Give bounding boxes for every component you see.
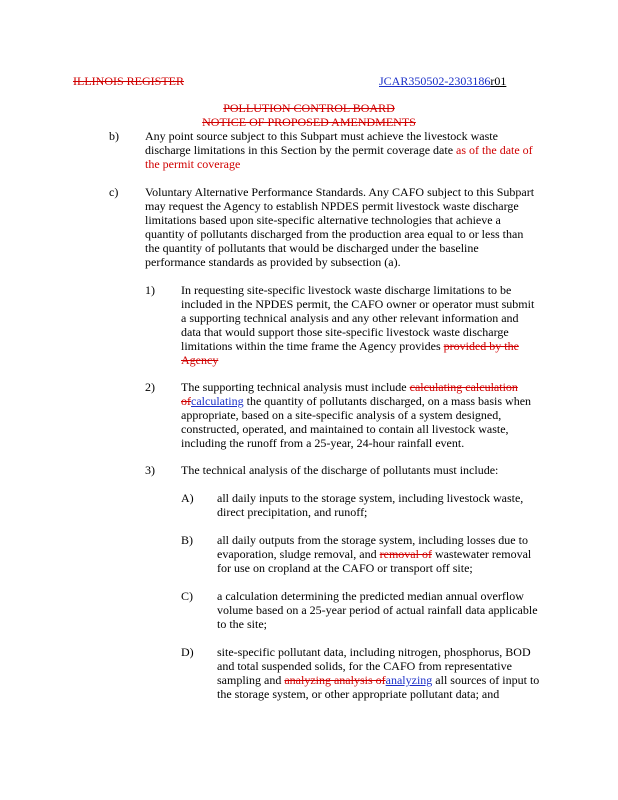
item-c2-insertion: calculating [191,394,244,408]
item-B-text [217,533,531,575]
item-D-line2: and total suspended solids, for the CAFO from representative [217,659,512,673]
item-c1-line3: a supporting technical analysis and any other relevant information and [181,311,519,325]
item-c1-label: 1) [145,283,155,297]
item-B-line2-text: evaporation, sludge removal, and [217,547,380,561]
item-c2-line2 [181,394,531,408]
item-B-line2 [217,547,531,561]
item-b-label: b) [109,129,119,143]
item-C-text [217,589,538,631]
item-A-line1: all daily inputs to the storage system, including livestock waste, [217,491,524,505]
item-D-line4: the storage system, or other appropriate pollutant data; and [217,687,500,701]
item-c-line5: the quantity of pollutants that would be discharged under the baseline [145,241,479,255]
item-B-deletion: removal of [379,547,432,561]
item-D-deletion: analyzing analysis of [284,673,386,687]
item-A-text [217,491,523,519]
item-B-label: B) [181,533,193,547]
item-c1-line1: In requesting site-specific livestock waste discharge limitations to be [181,283,512,297]
item-c2-line1-text: The supporting technical analysis must include [181,380,410,394]
item-A-line2: direct precipitation, and runoff; [217,505,368,519]
item-b-deletion-2: the permit coverage [145,157,241,171]
document-id [379,74,506,88]
item-c2-line4: constructed, operated, and maintained to contain all livestock waste, [181,422,509,436]
item-C-line1: a calculation determining the predicted median annual overflow [217,589,524,603]
item-c1-deletion-1: provided by the [443,339,519,353]
item-c1-line2: included in the NPDES permit, the CAFO owner or operator must submit [181,297,535,311]
item-B-line3: for use on cropland at the CAFO or transport off site; [217,561,473,575]
notice-title: NOTICE OF PROPOSED AMENDMENTS [202,115,416,129]
item-c2-text [181,380,531,450]
item-D-text [217,645,539,701]
item-D-insertion: analyzing [385,673,433,687]
item-c-label: c) [109,185,119,199]
item-c2-line5: including the runoff from a 25-year, 24-hour rainfall event. [181,436,465,450]
item-c-line3: limitations based upon site-specific alternative technologies that achieve a [145,213,501,227]
item-D-line3 [217,673,539,687]
item-C-line3: to the site; [217,617,267,631]
item-c-line4: quantity of pollutants discharged from the production area equal to or less than [145,227,524,241]
item-c-text [145,185,534,269]
item-c1-text [181,283,534,367]
item-c-line1: Voluntary Alternative Performance Standards. Any CAFO subject to this Subpart [145,185,535,199]
item-D-label: D) [181,645,194,659]
item-B-line1: all daily outputs from the storage system, including losses due to [217,533,528,547]
item-c2-line2-text: the quantity of pollutants discharged, on a mass basis when [243,394,532,408]
item-D-line1: site-specific pollutant data, including nitrogen, phosphorus, BOD [217,645,531,659]
item-c-line6: performance standards as provided by subsection (a). [145,255,401,269]
item-A-label: A) [181,491,194,505]
item-c2-line1 [181,380,531,394]
item-D-line3-end: all sources of input to [432,673,540,687]
item-c2-label: 2) [145,380,155,394]
item-b-text [145,129,533,171]
item-c-line2: may request the Agency to establish NPDES permit livestock waste discharge [145,199,519,213]
item-c1-line5-text: limitations within the time frame the Agency provides [181,339,441,353]
item-c1-deletion-2: Agency [181,353,219,367]
item-c1-line5 [181,339,534,353]
item-C-label: C) [181,589,193,603]
item-c3-line1: The technical analysis of the discharge of pollutants must include: [181,463,499,477]
register-header: ILLINOIS REGISTER [73,74,184,88]
item-B-line2-end: wastewater removal [431,547,532,561]
item-b-line1: Any point source subject to this Subpart must achieve the livestock waste [145,129,498,143]
item-D-line3-text: sampling and [217,673,285,687]
document-id-main: JCAR350502-2303186 [379,74,491,88]
item-c2-deletion-2: of [181,394,191,408]
item-c1-line4: data that would support those site-specific livestock waste discharge [181,325,509,339]
item-b-deletion-1: as of the date of [453,143,533,157]
item-b-line2-text: discharge limitations in this Section by the permit coverage date [145,143,454,157]
board-title: POLLUTION CONTROL BOARD [223,101,395,115]
document-id-suffix: r01 [490,74,507,88]
item-b-line2 [145,143,533,157]
item-c3-label: 3) [145,463,155,477]
item-c2-deletion-1: calculating calculation [409,380,518,394]
item-c2-line3: appropriate, based on a site-specific analysis of a system designed, [181,408,502,422]
item-C-line2: volume based on a 25-year period of actual rainfall data applicable [217,603,538,617]
